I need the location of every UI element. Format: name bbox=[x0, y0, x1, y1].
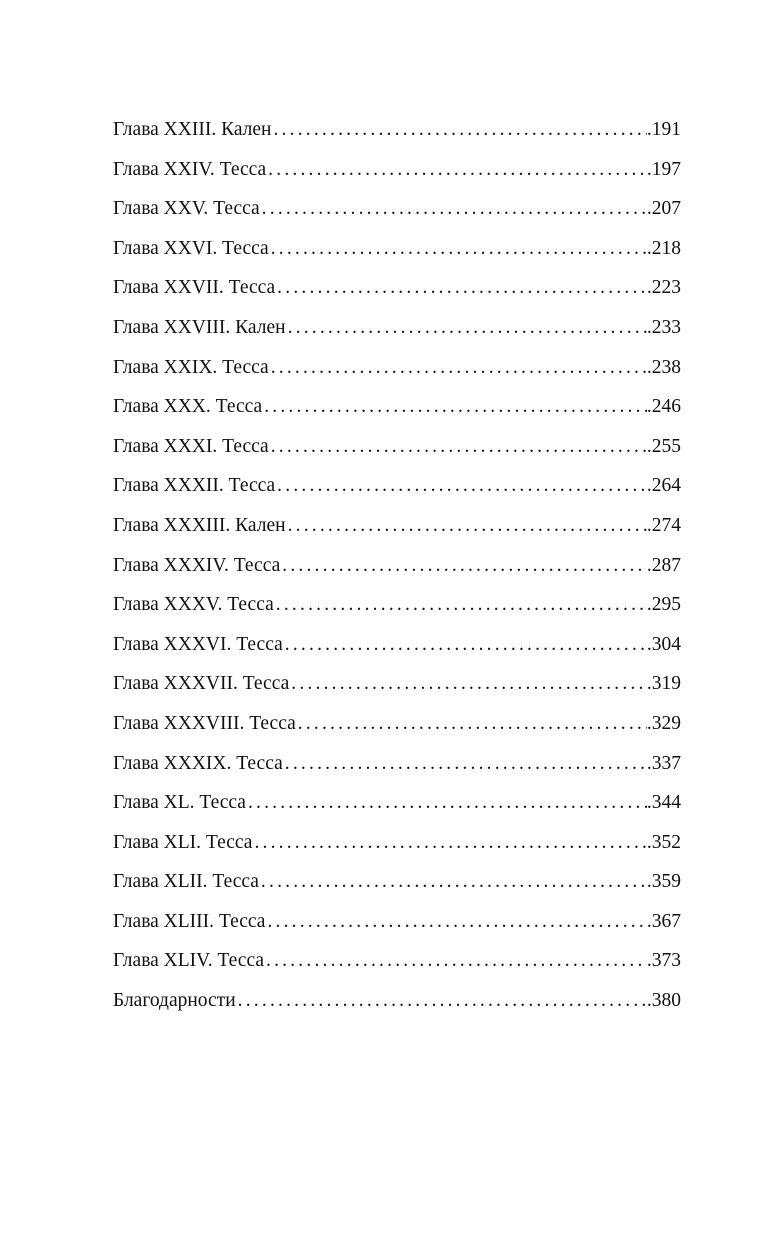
toc-dot-leader bbox=[260, 189, 647, 229]
toc-entry-title: Глава XXXV. Тесса bbox=[113, 594, 274, 616]
toc-entry bbox=[113, 823, 681, 863]
toc-dot-leader bbox=[269, 427, 647, 467]
toc-entry-title: Глава XXXVIII. Тесса bbox=[113, 712, 296, 734]
toc-entry-title: Глава XXXIX. Тесса bbox=[113, 752, 283, 774]
toc-dot-leader bbox=[266, 150, 647, 190]
toc-entry bbox=[113, 546, 681, 586]
toc-entry bbox=[113, 981, 681, 1021]
toc-dot-leader bbox=[283, 744, 647, 784]
toc-dot-leader bbox=[280, 546, 647, 586]
toc-entry bbox=[113, 189, 681, 229]
toc-entry-title: Глава XLIII. Тесса bbox=[113, 910, 266, 932]
toc-entry bbox=[113, 941, 681, 981]
toc-dot-leader bbox=[269, 229, 647, 269]
toc-entry-title: Глава XXIX. Тесса bbox=[113, 356, 269, 378]
toc-entry-page: .380 bbox=[646, 990, 681, 1012]
toc-dot-leader bbox=[246, 783, 647, 823]
toc-entry-title: Глава XLI. Тесса bbox=[113, 831, 253, 853]
table-of-contents bbox=[113, 110, 681, 1021]
toc-dot-leader bbox=[286, 506, 647, 546]
toc-dot-leader bbox=[236, 981, 647, 1021]
toc-dot-leader bbox=[289, 664, 647, 704]
toc-entry-title: Глава XXVIII. Кален bbox=[113, 316, 286, 338]
toc-entry-page: .218 bbox=[646, 237, 681, 259]
toc-dot-leader bbox=[264, 941, 647, 981]
toc-entry-page: .238 bbox=[646, 356, 681, 378]
toc-entry bbox=[113, 229, 681, 269]
toc-entry-title: Глава XXIV. Тесса bbox=[113, 158, 267, 180]
toc-entry bbox=[113, 466, 681, 506]
toc-dot-leader bbox=[286, 308, 647, 348]
toc-entry-page: .207 bbox=[646, 198, 681, 220]
toc-entry-title: Глава XXXII. Тесса bbox=[113, 475, 276, 497]
toc-entry bbox=[113, 268, 681, 308]
toc-entry-page: .264 bbox=[646, 475, 681, 497]
toc-entry-title: Глава XXXVII. Тесса bbox=[113, 673, 290, 695]
toc-entry-title: Глава XLIV. Тесса bbox=[113, 950, 264, 972]
toc-entry bbox=[113, 427, 681, 467]
toc-entry-title: Глава XXX. Тесса bbox=[113, 396, 263, 418]
toc-dot-leader bbox=[275, 268, 647, 308]
toc-entry-title: Глава XXIII. Кален bbox=[113, 119, 272, 140]
toc-dot-leader bbox=[259, 862, 647, 902]
toc-entry-page: .274 bbox=[646, 514, 681, 536]
toc-entry-page: .233 bbox=[646, 316, 681, 338]
toc-dot-leader bbox=[252, 823, 646, 863]
toc-dot-leader bbox=[265, 902, 646, 942]
toc-entry bbox=[113, 625, 681, 665]
toc-entry-title: Глава XXXIII. Кален bbox=[113, 514, 286, 536]
toc-entry-page: .304 bbox=[646, 633, 681, 655]
toc-entry-title: Глава XXVII. Тесса bbox=[113, 277, 276, 299]
toc-dot-leader bbox=[296, 704, 647, 744]
toc-entry bbox=[113, 902, 681, 942]
toc-entry-page: .223 bbox=[646, 277, 681, 299]
toc-entry-page: .373 bbox=[646, 950, 681, 972]
toc-entry-page: .246 bbox=[646, 396, 681, 418]
toc-entry bbox=[113, 110, 681, 150]
toc-dot-leader bbox=[274, 585, 647, 625]
toc-dot-leader bbox=[283, 625, 647, 665]
toc-entry bbox=[113, 664, 681, 704]
toc-entry-title: Глава XXXI. Тесса bbox=[113, 435, 269, 457]
toc-entry-page: .352 bbox=[646, 831, 681, 853]
toc-entry-title: Глава XXVI. Тесса bbox=[113, 237, 269, 259]
toc-entry-title: Глава XXXVI. Тесса bbox=[113, 633, 283, 655]
toc-entry bbox=[113, 150, 681, 190]
toc-dot-leader bbox=[275, 466, 647, 506]
toc-entry-title: Глава XXV. Тесса bbox=[113, 198, 260, 220]
toc-entry bbox=[113, 387, 681, 427]
toc-entry-title: Глава XLII. Тесса bbox=[113, 871, 259, 893]
toc-entry-page: .344 bbox=[646, 792, 681, 814]
toc-entry bbox=[113, 308, 681, 348]
toc-entry-page: .359 bbox=[646, 871, 681, 893]
toc-entry bbox=[113, 506, 681, 546]
toc-entry bbox=[113, 862, 681, 902]
toc-dot-leader bbox=[269, 348, 647, 388]
toc-entry bbox=[113, 585, 681, 625]
toc-entry-page: .287 bbox=[646, 554, 681, 576]
toc-entry-page: .197 bbox=[646, 158, 681, 180]
toc-entry-page: .295 bbox=[646, 594, 681, 616]
toc-entry-title: Глава XXXIV. Тесса bbox=[113, 554, 281, 576]
toc-entry bbox=[113, 704, 681, 744]
toc-entry-title: Благодарности bbox=[113, 990, 236, 1012]
toc-entry-page: .337 bbox=[646, 752, 681, 774]
toc-entry-page: .367 bbox=[646, 910, 681, 932]
toc-entry bbox=[113, 348, 681, 388]
toc-entry-page: .191 bbox=[646, 119, 681, 140]
toc-entry bbox=[113, 783, 681, 823]
toc-entry bbox=[113, 744, 681, 784]
toc-entry-page: .329 bbox=[646, 712, 681, 734]
toc-dot-leader bbox=[262, 387, 647, 427]
toc-entry-title: Глава XL. Тесса bbox=[113, 792, 246, 814]
toc-entry-page: .255 bbox=[646, 435, 681, 457]
toc-dot-leader bbox=[271, 110, 646, 150]
toc-entry-page: .319 bbox=[646, 673, 681, 695]
